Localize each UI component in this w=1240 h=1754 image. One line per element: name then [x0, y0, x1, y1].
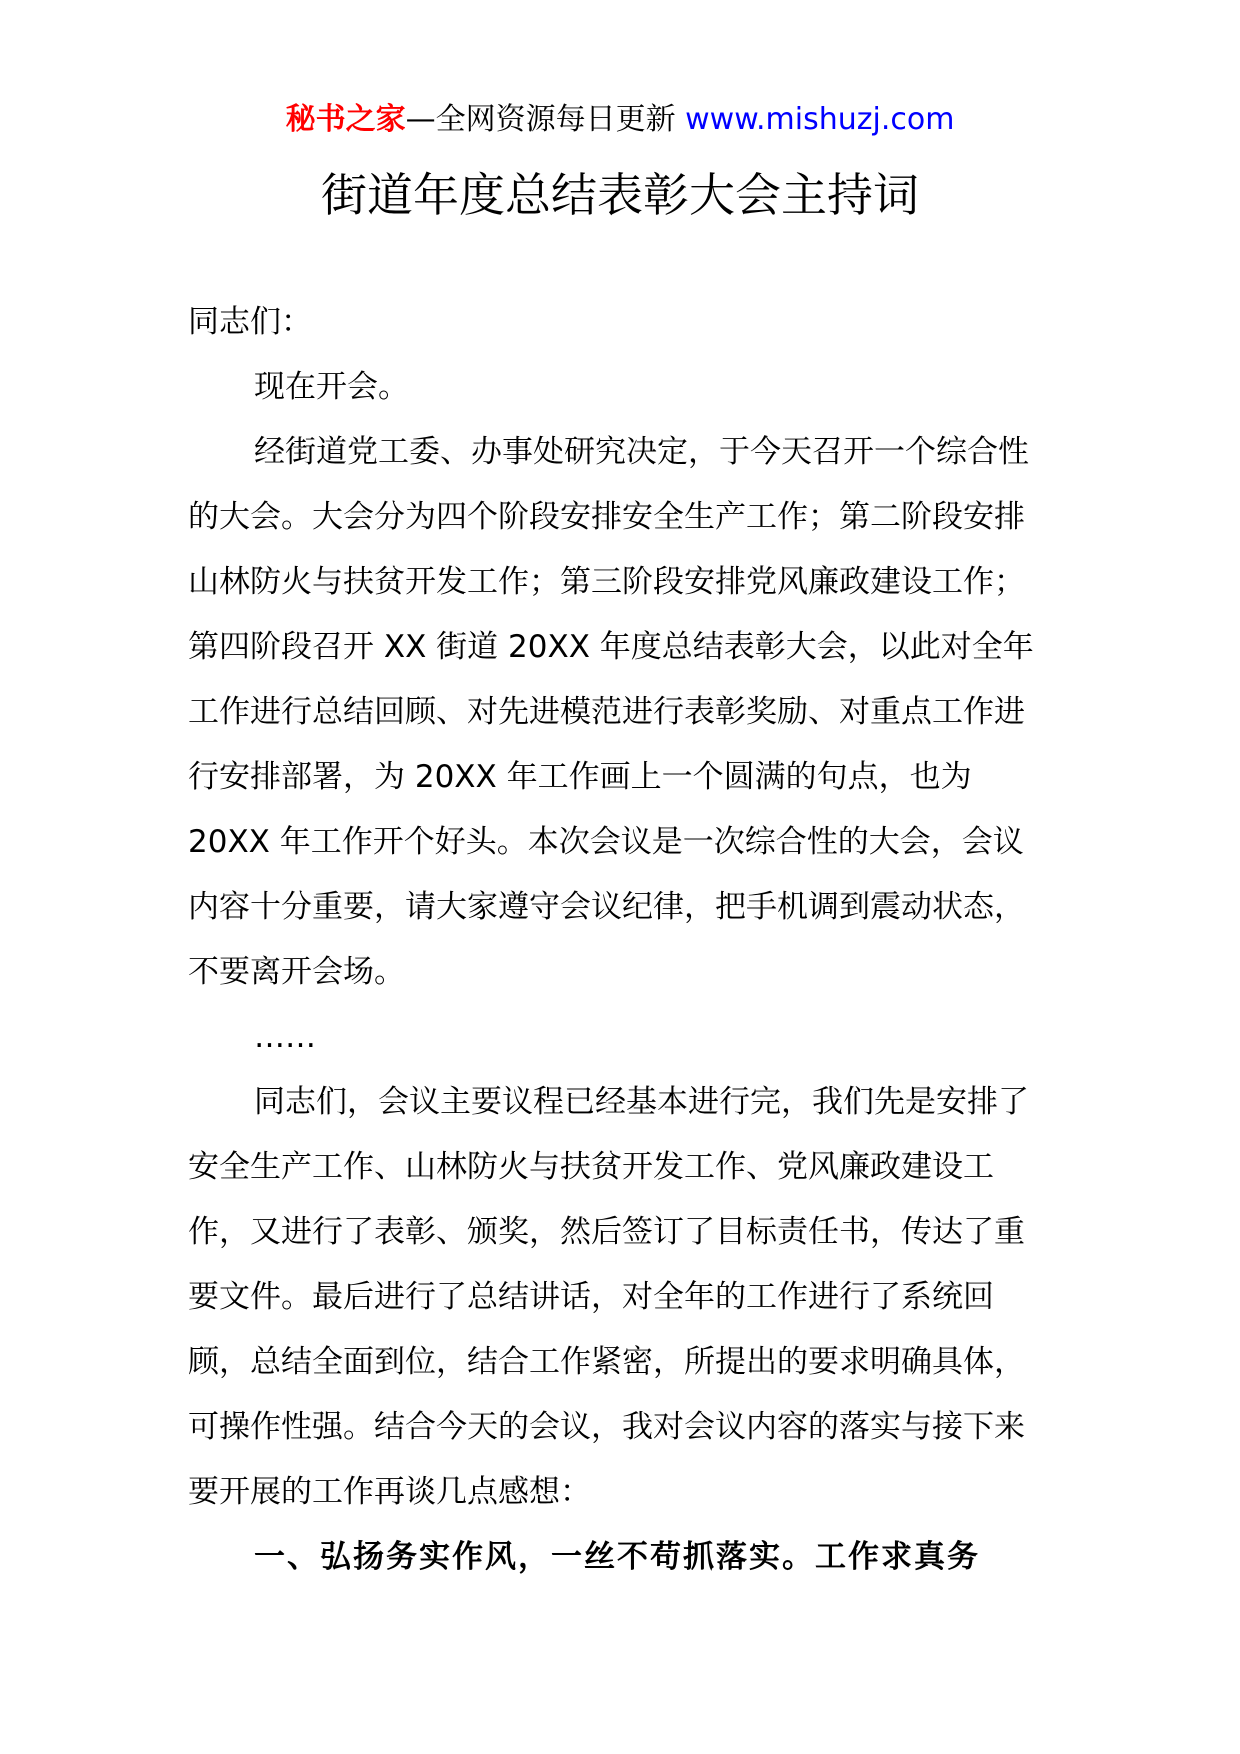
brand-name: 秘书之家: [285, 102, 406, 137]
site-url-link[interactable]: www.mishuzj.com: [685, 102, 955, 137]
site-tagline: —全网资源每日更新: [405, 102, 686, 137]
paragraph-opening: 现在开会。: [254, 369, 409, 405]
document-title: 街道年度总结表彰大会主持词: [321, 168, 919, 222]
section-heading-1: 一、弘扬务实作风，一丝不苟抓落实。工作求真务: [254, 1539, 980, 1575]
paragraph-summary: 同志们，会议主要议程已经基本进行完，我们先是安排了安全生产工作、山林防火与扶贫开发工作、党风廉政建设工作，又进行了表彰、颁奖，然后签订了目标责任书，传达了重要文件。最后进行了总结讲话，对全年的工作进行了系统回顾，总结全面到位，结合工作紧密，所提出的要求明确具体，可操作性强。结合今天的会议，我对会议内容的落实与接下来要开展的工作再谈几点感想：: [188, 1084, 1029, 1510]
paragraph-ellipsis: ……: [254, 1019, 316, 1055]
paragraph-meeting-overview: 经街道党工委、办事处研究决定，于今天召开一个综合性的大会。大会分为四个阶段安排安全生产工作；第二阶段安排山林防火与扶贫开发工作；第三阶段安排党风廉政建设工作；第四阶段召开 XX 街道 20XX 年度总结表彰大会，以此对全年工作进行总结回顾、对先进模范进行表彰奖励、对重点工作进行安排部署，为 20XX 年工作画上一个圆满的句点，也为 20XX 年工作开个好头。本次会议是一次综合性的大会，会议内容十分重要，请大家遵守会议纪律，把手机调到震动状态，不要离开会场。: [188, 434, 1034, 990]
document-body: [188, 290, 1054, 1590]
salutation: 同志们：: [188, 304, 312, 340]
site-header: [0, 100, 1240, 140]
